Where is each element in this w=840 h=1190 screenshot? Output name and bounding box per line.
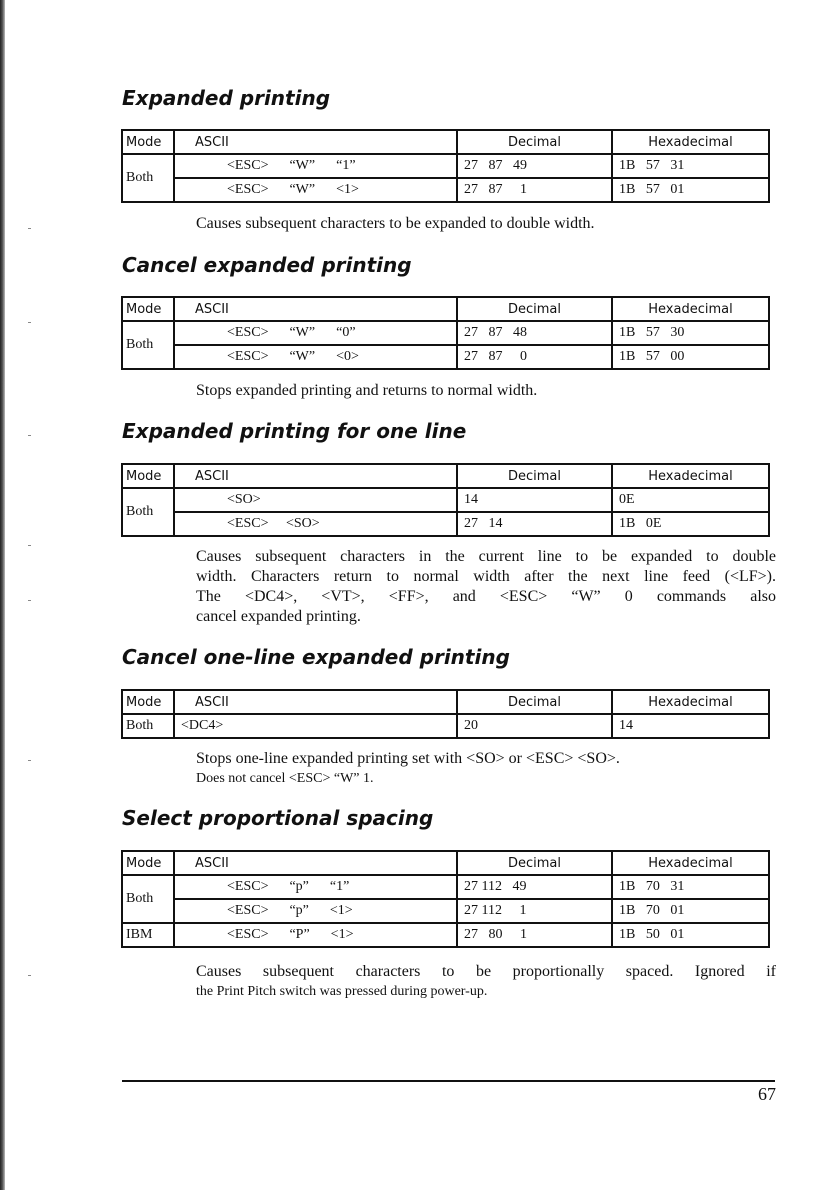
header-hexadecimal: Hexadecimal: [612, 130, 769, 154]
ascii-cell: <ESC> “W” “1”: [174, 154, 457, 178]
footer-rule: [122, 1080, 775, 1082]
hex-cell: 1B 57 01: [612, 178, 769, 202]
decimal-cell: 27 80 1: [457, 923, 612, 947]
page-number: 67: [758, 1084, 776, 1104]
description-expanded-printing: Causes subsequent characters to be expanded to double width.: [196, 215, 595, 232]
hex-cell: 0E: [612, 488, 769, 512]
scan-speck: [28, 975, 31, 976]
table-row: [122, 154, 769, 178]
ascii-cell: <SO>: [174, 488, 457, 512]
table-row: [122, 321, 769, 345]
scan-speck: [28, 760, 31, 761]
header-hexadecimal: Hexadecimal: [612, 297, 769, 321]
table-row: [122, 923, 769, 947]
hex-cell: 1B 57 31: [612, 154, 769, 178]
header-decimal: Decimal: [457, 690, 612, 714]
header-ascii: ASCII: [174, 690, 457, 714]
hex-cell: 1B 57 00: [612, 345, 769, 369]
header-decimal: Decimal: [457, 464, 612, 488]
scan-speck: [28, 600, 31, 601]
command-table-cancel-one-line-expanded: [121, 689, 770, 739]
header-mode: Mode: [122, 464, 174, 488]
table-row: [122, 512, 769, 536]
hex-cell: 1B 0E: [612, 512, 769, 536]
decimal-cell: 27 112 1: [457, 899, 612, 923]
decimal-cell: 27 87 48: [457, 321, 612, 345]
command-table-expanded-printing-one-line: [121, 463, 770, 537]
description-line: width. Characters return to normal width after the next line feed (<LF>).: [196, 568, 776, 585]
table-row: [122, 488, 769, 512]
header-hexadecimal: Hexadecimal: [612, 690, 769, 714]
header-decimal: Decimal: [457, 297, 612, 321]
header-mode: Mode: [122, 851, 174, 875]
table-header-row: [122, 464, 769, 488]
hex-cell: 14: [612, 714, 769, 738]
hex-cell: 1B 70 01: [612, 899, 769, 923]
table-header-row: [122, 690, 769, 714]
ascii-cell: <ESC> “p” “1”: [174, 875, 457, 899]
mode-cell: Both: [122, 488, 174, 536]
section-title-expanded-printing: Expanded printing: [122, 86, 331, 110]
mode-cell: Both: [122, 875, 174, 923]
description-line: Stops one-line expanded printing set with <SO> or <ESC> <SO>.: [196, 750, 620, 767]
decimal-cell: 20: [457, 714, 612, 738]
section-title-cancel-expanded-printing: Cancel expanded printing: [122, 253, 412, 277]
table-header-row: [122, 851, 769, 875]
ascii-cell: <ESC> “P” <1>: [174, 923, 457, 947]
header-ascii: ASCII: [174, 297, 457, 321]
command-table-select-proportional-spacing: [121, 850, 770, 948]
header-hexadecimal: Hexadecimal: [612, 464, 769, 488]
description-select-proportional-spacing: [196, 962, 776, 1002]
table-row: [122, 899, 769, 923]
description-line: The <DC4>, <VT>, <FF>, and <ESC> “W” 0 commands also: [196, 588, 776, 605]
decimal-cell: 27 87 1: [457, 178, 612, 202]
scan-speck: [28, 545, 31, 546]
description-expanded-printing-one-line: [196, 547, 776, 627]
description-line: Causes subsequent characters to be proportionally spaced. Ignored if: [196, 963, 776, 980]
decimal-cell: 27 14: [457, 512, 612, 536]
mode-cell: Both: [122, 714, 174, 738]
mode-cell: Both: [122, 321, 174, 369]
description-cancel-one-line-expanded: [196, 749, 776, 789]
mode-cell: Both: [122, 154, 174, 202]
ascii-cell: <ESC> “W” “0”: [174, 321, 457, 345]
ascii-cell: <ESC> “p” <1>: [174, 899, 457, 923]
header-ascii: ASCII: [174, 464, 457, 488]
section-title-select-proportional-spacing: Select proportional spacing: [122, 806, 434, 830]
section-title-cancel-one-line-expanded: Cancel one-line expanded printing: [122, 645, 510, 669]
table-row: [122, 345, 769, 369]
table-header-row: [122, 297, 769, 321]
ascii-cell: <DC4>: [174, 714, 457, 738]
table-row: [122, 178, 769, 202]
command-table-expanded-printing: [121, 129, 770, 203]
header-mode: Mode: [122, 297, 174, 321]
hex-cell: 1B 50 01: [612, 923, 769, 947]
header-decimal: Decimal: [457, 851, 612, 875]
table-header-row: [122, 130, 769, 154]
table-row: [122, 875, 769, 899]
decimal-cell: 14: [457, 488, 612, 512]
scan-speck: [28, 322, 31, 323]
description-cancel-expanded-printing: Stops expanded printing and returns to normal width.: [196, 382, 538, 399]
header-ascii: ASCII: [174, 851, 457, 875]
header-ascii: ASCII: [174, 130, 457, 154]
ascii-cell: <ESC> “W” <0>: [174, 345, 457, 369]
scan-speck: [28, 228, 31, 229]
description-line: Does not cancel <ESC> “W” 1.: [196, 771, 374, 786]
header-mode: Mode: [122, 690, 174, 714]
header-decimal: Decimal: [457, 130, 612, 154]
section-title-expanded-printing-one-line: Expanded printing for one line: [122, 419, 467, 443]
header-mode: Mode: [122, 130, 174, 154]
decimal-cell: 27 112 49: [457, 875, 612, 899]
hex-cell: 1B 57 30: [612, 321, 769, 345]
decimal-cell: 27 87 49: [457, 154, 612, 178]
scan-speck: [28, 435, 31, 436]
binding-edge: [0, 0, 5, 1190]
mode-cell: IBM: [122, 923, 174, 947]
description-line: cancel expanded printing.: [196, 608, 361, 625]
ascii-cell: <ESC> <SO>: [174, 512, 457, 536]
hex-cell: 1B 70 31: [612, 875, 769, 899]
header-hexadecimal: Hexadecimal: [612, 851, 769, 875]
description-line: the Print Pitch switch was pressed during power-up.: [196, 984, 488, 999]
decimal-cell: 27 87 0: [457, 345, 612, 369]
table-row: [122, 714, 769, 738]
command-table-cancel-expanded-printing: [121, 296, 770, 370]
description-line: Causes subsequent characters in the current line to be expanded to double: [196, 548, 776, 565]
ascii-cell: <ESC> “W” <1>: [174, 178, 457, 202]
